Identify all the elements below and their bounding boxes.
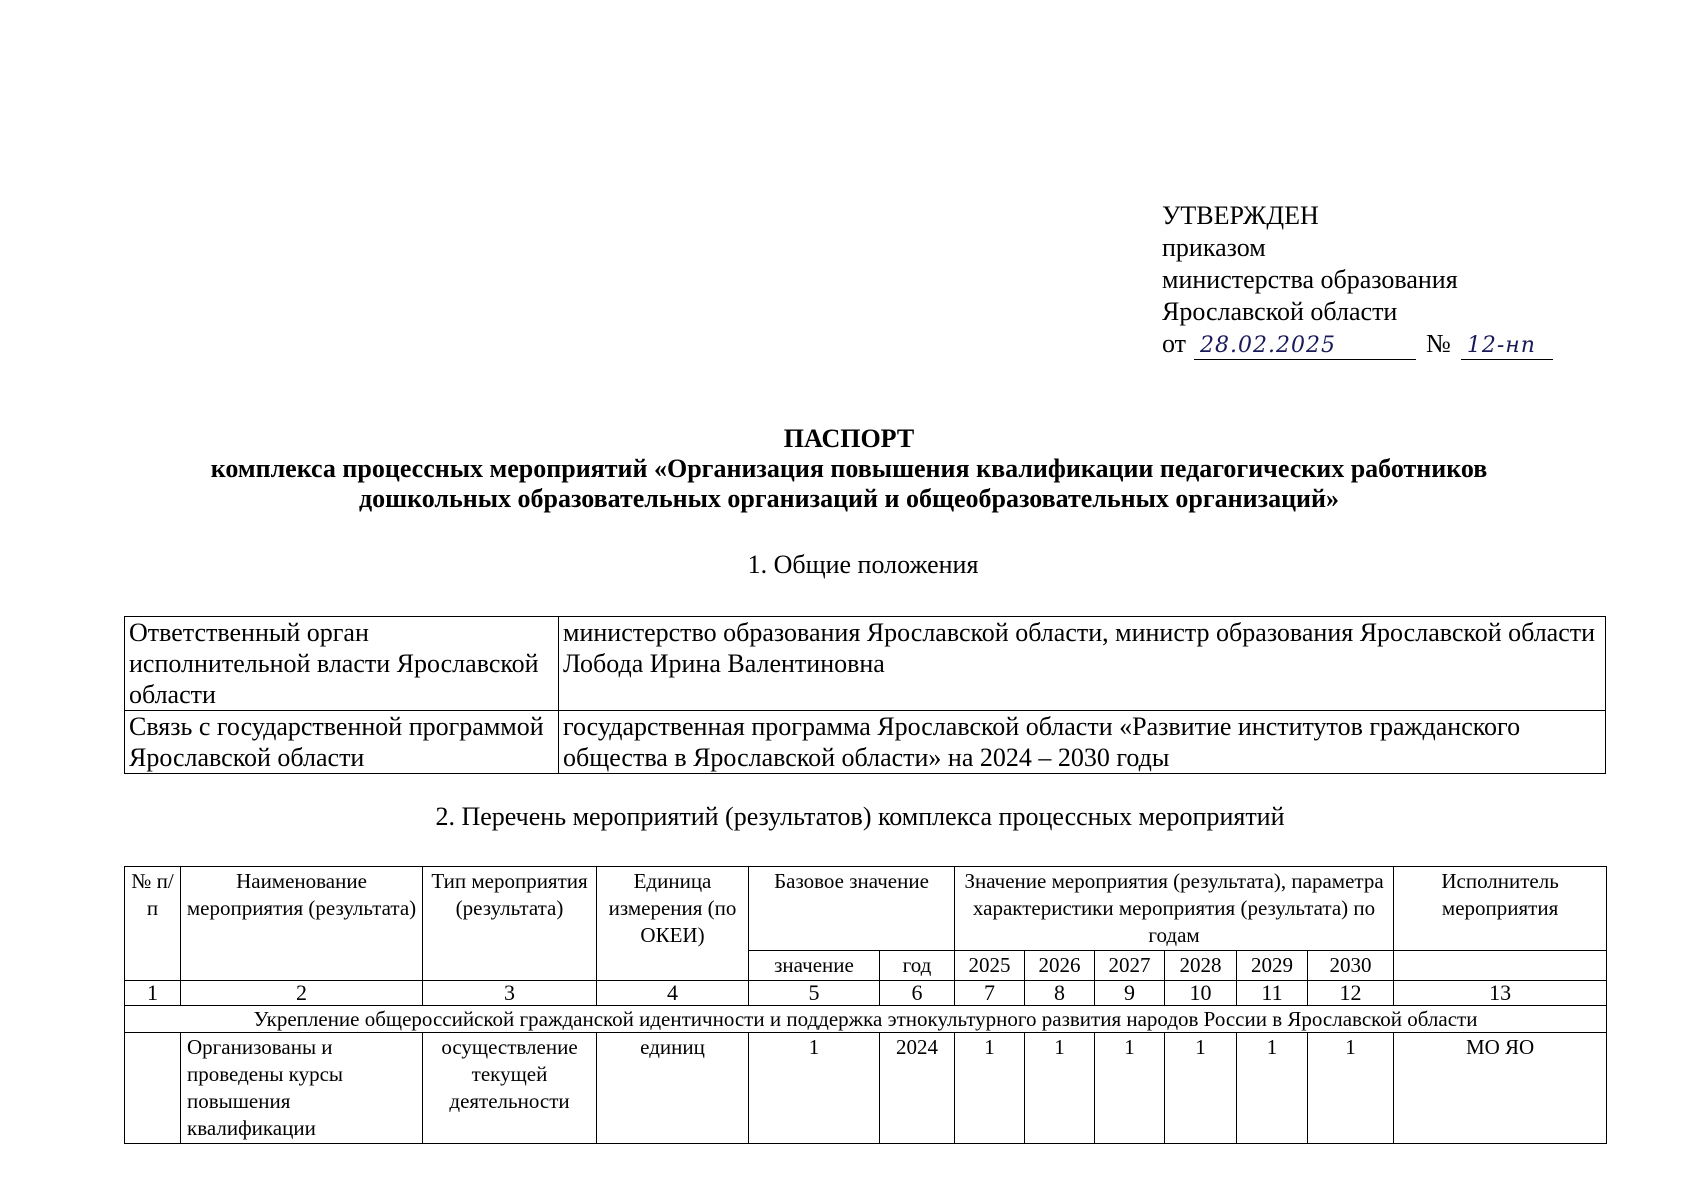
header-year: 2026 xyxy=(1025,951,1095,981)
header-year: 2028 xyxy=(1165,951,1237,981)
section2-heading: 2. Перечень мероприятий (результатов) комплекса процессных мероприятий xyxy=(435,802,1285,831)
row-year-value: 1 xyxy=(1165,1033,1237,1144)
approval-region: Ярославской области xyxy=(1162,297,1398,326)
general-row-value: государственная программа Ярославской области «Развитие институтов гражданского общества в Ярославской области» на 2024 – 2030 годы xyxy=(559,711,1606,774)
row-executor: МО ЯО xyxy=(1394,1033,1607,1144)
section1-heading: 1. Общие положения xyxy=(747,550,979,579)
row-year-value: 1 xyxy=(1237,1033,1308,1144)
column-number: 11 xyxy=(1237,981,1308,1006)
table-row xyxy=(125,1033,1607,1144)
row-base-value: 1 xyxy=(749,1033,880,1144)
header-base-year: год xyxy=(880,951,955,981)
column-number: 10 xyxy=(1165,981,1237,1006)
approval-order-label: приказом xyxy=(1162,233,1266,262)
approval-ministry: министерства образования xyxy=(1162,265,1458,294)
activities-table xyxy=(124,866,1607,1144)
title-main: ПАСПОРТ xyxy=(783,424,915,453)
handwritten-date: 28.02.2025 xyxy=(1194,333,1416,360)
approval-block xyxy=(1162,200,1553,360)
document-title xyxy=(0,424,1698,514)
row-year-value: 1 xyxy=(1025,1033,1095,1144)
title-subtitle-line2: дошкольных образовательных организаций и общеобразовательных организаций» xyxy=(358,484,1340,513)
approval-date-number-row xyxy=(1162,328,1553,360)
header-name: Наименование мероприятия (результата) xyxy=(181,867,423,981)
general-row xyxy=(125,711,1606,774)
column-number: 9 xyxy=(1095,981,1165,1006)
row-type: осуществление текущей деятельности xyxy=(423,1033,597,1144)
row-base-year: 2024 xyxy=(880,1033,955,1144)
header-year: 2027 xyxy=(1095,951,1165,981)
column-number: 6 xyxy=(880,981,955,1006)
header-base-value: значение xyxy=(749,951,880,981)
header-values-by-year: Значение мероприятия (результата), параметра характеристики мероприятия (результата) по годам xyxy=(955,867,1394,951)
group-title-row xyxy=(125,1006,1607,1033)
column-number: 4 xyxy=(597,981,749,1006)
general-row-label: Ответственный орган исполнительной власти Ярославской области xyxy=(125,617,559,711)
approval-heading: УТВЕРЖДЕН xyxy=(1162,201,1319,230)
general-row-label: Связь с государственной программой Ярославской области xyxy=(125,711,559,774)
title-subtitle-line1: комплекса процессных мероприятий «Организация повышения квалификации педагогических работников xyxy=(210,454,1488,483)
header-year: 2029 xyxy=(1237,951,1308,981)
column-number-row xyxy=(125,981,1607,1006)
row-num xyxy=(125,1033,181,1144)
group-title: Укрепление общероссийской гражданской идентичности и поддержка этнокультурного развития народов России в Ярославской области xyxy=(125,1006,1607,1033)
header-unit: Единица измерения (по ОКЕИ) xyxy=(597,867,749,981)
header-year: 2025 xyxy=(955,951,1025,981)
column-number: 13 xyxy=(1394,981,1607,1006)
row-unit: единиц xyxy=(597,1033,749,1144)
header-type: Тип мероприятия (результата) xyxy=(423,867,597,981)
column-number: 7 xyxy=(955,981,1025,1006)
header-executor: Исполнитель мероприятия xyxy=(1394,867,1607,951)
column-number: 2 xyxy=(181,981,423,1006)
general-provisions-table xyxy=(124,616,1606,774)
approval-from-label: от xyxy=(1162,329,1187,358)
row-year-value: 1 xyxy=(955,1033,1025,1144)
row-year-value: 1 xyxy=(1095,1033,1165,1144)
handwritten-number: 12-нп xyxy=(1461,333,1553,360)
column-number: 12 xyxy=(1308,981,1394,1006)
header-num: № п/п xyxy=(125,867,181,981)
approval-number-label: № xyxy=(1426,329,1451,358)
header-year: 2030 xyxy=(1308,951,1394,981)
header-base: Базовое значение xyxy=(749,867,955,951)
table-header-row xyxy=(125,867,1607,951)
general-row xyxy=(125,617,1606,711)
column-number: 8 xyxy=(1025,981,1095,1006)
header-executor-empty xyxy=(1394,951,1607,981)
column-number: 5 xyxy=(749,981,880,1006)
row-year-value: 1 xyxy=(1308,1033,1394,1144)
row-name: Организованы и проведены курсы повышения квалификации xyxy=(181,1033,423,1144)
column-number: 3 xyxy=(423,981,597,1006)
general-row-value: министерство образования Ярославской области, министр образования Ярославской области Лобода Ирина Валентиновна xyxy=(559,617,1606,711)
column-number: 1 xyxy=(125,981,181,1006)
